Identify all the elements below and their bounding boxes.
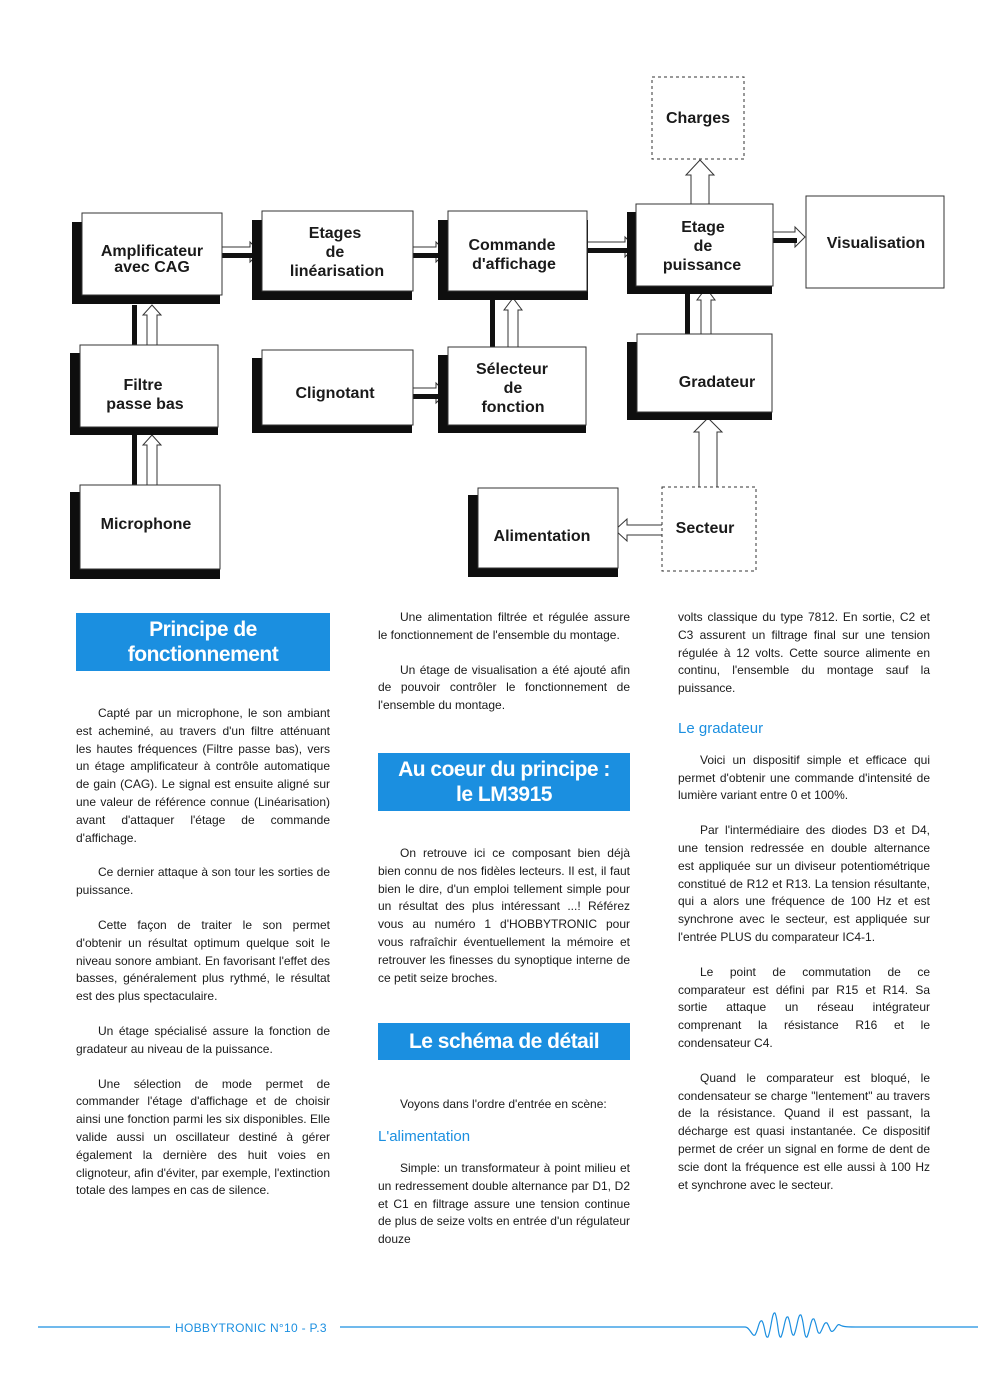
- paragraph: Le point de commutation de ce comparateur est défini par R15 et R14. Sa sortie attaque un réseau intégrateur comprenant la résistance R16 et le condensateur C4.: [678, 964, 930, 1050]
- label-selecteur: fonction: [481, 399, 545, 416]
- arrow-filtre-to-ampli: [143, 305, 161, 345]
- paragraph: Ce dernier attaque à son tour les sorties de puissance.: [76, 865, 330, 898]
- arrow-secteur-to-grad: [694, 418, 722, 487]
- column-3: [678, 609, 930, 1211]
- arrow-micro-to-filtre: [143, 435, 161, 485]
- arrow-sel-to-cmd: [504, 298, 522, 348]
- label-etages: de: [325, 244, 345, 261]
- label-microphone: Microphone: [100, 516, 192, 533]
- label-gradateur: Gradateur: [678, 374, 756, 391]
- label-selecteur: Sélecteur: [475, 361, 549, 378]
- heading-principe: Principe de fonctionnement: [76, 613, 330, 671]
- label-etages: Etages: [308, 225, 362, 242]
- paragraph: Une alimentation filtrée et régulée assure le fonctionnement de l'ensemble du montage.: [378, 610, 630, 642]
- label-etage-puissance: puissance: [662, 257, 742, 274]
- paragraph: Quand le comparateur est bloqué, le condensateur se charge "lentement" au travers de la résistance. Quand il est passant, la décharge est quasi instantanée. Ce dispositif permet de créer un signal en forme de dent de scie dont la fréquence est elle aussi à 100 Hz et synchrone avec le secteur.: [678, 1070, 930, 1192]
- arrow-secteur-to-alim: [615, 519, 662, 541]
- subheading-gradateur: Le gradateur: [678, 719, 764, 737]
- label-etages: linéarisation: [289, 263, 385, 280]
- heading-schema: Le schéma de détail: [378, 1023, 630, 1060]
- label-commande: d'affichage: [472, 256, 556, 273]
- subheading-alimentation: L'alimentation: [378, 1128, 471, 1146]
- label-selecteur: de: [503, 380, 523, 397]
- paragraph: Par l'intermédiaire des diodes D3 et D4, une tension redressée en double alternance est appliquée sur un diviseur potentiométrique constitué de R12 et R13. La tension résultante, qui a alors une fréquence de 100 Hz et est synchrone avec le secteur, est appliquée sur l'entrée PLUS du comparateur IC4-1.: [678, 823, 930, 944]
- arrow-grad-to-puiss: [697, 288, 715, 335]
- paragraph: Un étage de visualisation a été ajouté afin de pouvoir contrôler le fonctionnement de l'ensemble du montage.: [378, 662, 630, 713]
- footer-rule: [0, 1305, 994, 1345]
- paragraph: Voici un dispositif simple et efficace qui permet d'obtenir une commande d'intensité de lumière variant entre 0 et 100%.: [678, 752, 930, 803]
- block-gradateur: [637, 334, 772, 412]
- column-1: [76, 613, 330, 1217]
- arrow-puiss-to-visu: [773, 227, 805, 247]
- label-charges: Charges: [665, 110, 731, 127]
- paragraph: Un étage spécialisé assure la fonction de gradateur au niveau de la puissance.: [76, 1023, 330, 1056]
- paragraph: Simple: un transformateur à point milieu et un redressement double alternance par D1, D2 et C1 en filtrage assure une tension continue de plus de seize volts en entrée d'un régulateur douze: [378, 1160, 630, 1247]
- paragraph: Cette façon de traiter le son permet d'obtenir un résultat optimum quelque soit le niveau sonore ambiant. En favorisant l'effet des basses, généralement plus rythmé, le résultat est des plus spectaculaire.: [76, 917, 330, 1004]
- paragraph: Une sélection de mode permet de commander l'étage d'affichage et de choisir ainsi une fonction parmi les six disponibles. Elle valide aussi un oscillateur destiné à gérer également la dernière des huit voies en clignoteur, afin d'éviter, par exemple, l'extinction totale des lampes en cas de silence.: [76, 1076, 330, 1198]
- label-visualisation: Visualisation: [826, 235, 926, 252]
- arrow-puiss-to-charges: [686, 160, 714, 205]
- footer-page-label: HOBBYTRONIC N°10 - P.3: [175, 1321, 327, 1335]
- label-filtre: passe bas: [106, 396, 184, 413]
- paragraph: Voyons dans l'ordre d'entrée en scène:: [400, 1097, 607, 1112]
- paragraph: Capté par un microphone, le son ambiant est acheminé, au travers d'un filtre atténuant les hautes fréquences (Filtre passe bas), vers un étage amplificateur à contrôle automatique de gain (CAG). Le signal est ensuite aligné sur une valeur de référence connue (Linéarisation) avant d'attaquer l'étage de commande d'affichage.: [76, 706, 330, 845]
- block-diagram: [0, 0, 994, 600]
- label-secteur: Secteur: [675, 520, 735, 537]
- label-clignotant: Clignotant: [295, 385, 375, 402]
- paragraph: volts classique du type 7812. En sortie, C2 et C3 assurent un filtrage final sur une tension régulée à 12 volts. Cette source alimente en continu, l'ensemble du montage sauf la puissance.: [678, 610, 930, 696]
- column-2: [378, 609, 630, 1266]
- heading-lm3915: Au coeur du principe : le LM3915: [378, 753, 630, 811]
- label-commande: Commande: [468, 237, 556, 254]
- label-filtre: Filtre: [123, 377, 163, 394]
- paragraph: On retrouve ici ce composant bien déjà bien connu de nos fidèles lecteurs. Il est, il faut bien le dire, d'un emploi tellement simple pour un résultat des plus intéressant ...! Référez vous au numéro 1 d'HOBBYTRONIC pour vous rafraîchir éventuellement la mémoire et retrouver les finesses du synoptique interne de ce petit seize broches.: [378, 845, 630, 985]
- label-etage-puissance: Etage: [681, 219, 725, 236]
- label-amplificateur: Amplificateur: [100, 243, 204, 260]
- label-alimentation: Alimentation: [493, 528, 591, 545]
- waveform-icon: [745, 1313, 860, 1337]
- label-etage-puissance: de: [693, 238, 713, 255]
- label-amplificateur: avec CAG: [114, 259, 190, 276]
